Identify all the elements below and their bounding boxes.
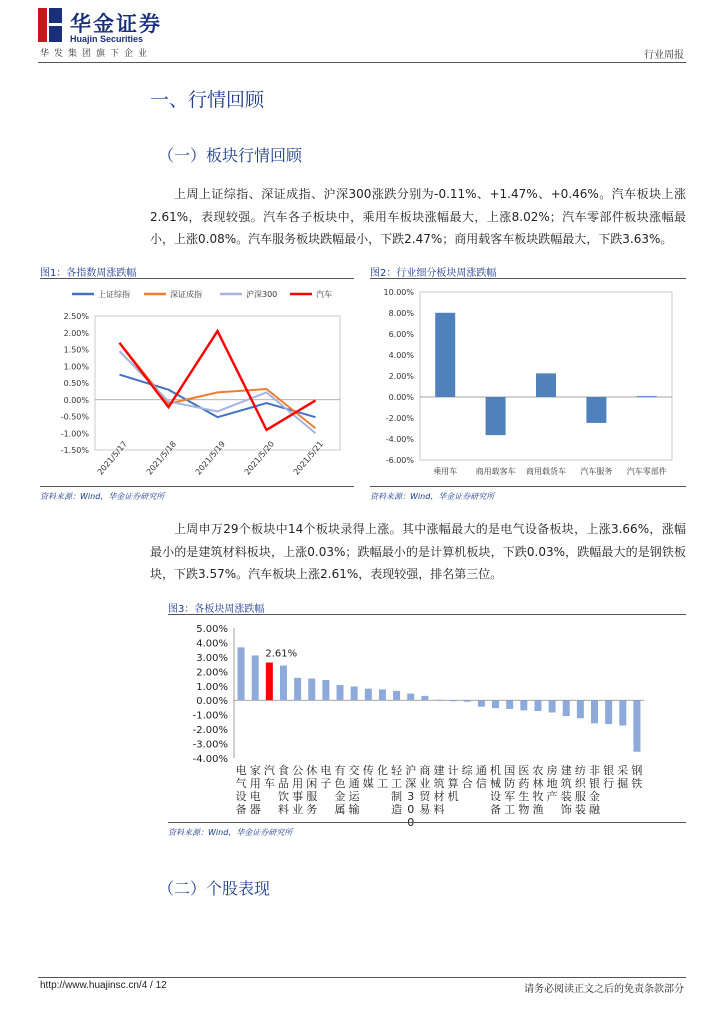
bar: [393, 691, 400, 700]
fig3-top-rule: [168, 614, 686, 615]
fig1-bottom-rule: [40, 486, 354, 487]
y-tick-label: -4.00%: [192, 754, 228, 765]
y-tick-label: 4.00%: [388, 351, 414, 360]
bar: [365, 689, 372, 701]
bar: [577, 700, 584, 718]
bar: [536, 373, 556, 397]
category-label: 房地产: [546, 764, 558, 803]
bar: [308, 679, 315, 701]
category-label: 钢铁: [631, 764, 643, 790]
y-tick-label: -1.00%: [192, 710, 228, 722]
subsection-title-stock-performance: （二）个股表现: [158, 879, 271, 898]
category-label: 有色金属: [334, 764, 346, 816]
category-label: 纺织服装: [574, 764, 586, 816]
category-label: 商用载货车: [526, 467, 566, 476]
y-tick-label: 5.00%: [196, 624, 228, 635]
fig1-top-rule: [40, 278, 354, 279]
legend-label: 深证成指: [170, 290, 202, 299]
highlight-data-label: 2.61%: [265, 648, 298, 660]
bar: [436, 700, 443, 701]
footer-url-link[interactable]: http://www.huajinsc.cn/4 / 12: [40, 980, 167, 991]
bar: [619, 700, 626, 725]
legend-label: 汽车: [316, 290, 332, 299]
bar: [266, 663, 273, 701]
fig3-source: 资料来源：Wind，华金证券研究所: [168, 828, 293, 837]
category-label: 通信: [475, 764, 487, 790]
page-header: [38, 8, 686, 64]
fig2-title: 图2：行业细分板块周涨跌幅: [370, 268, 497, 279]
header-divider: [38, 62, 686, 63]
fig1-title: 图1：各指数周涨跌幅: [40, 268, 137, 279]
bar: [534, 700, 541, 711]
bar: [351, 687, 358, 701]
bar: [478, 700, 485, 707]
category-label: 建筑装饰: [560, 764, 572, 816]
category-label: 医药生物: [518, 764, 530, 816]
x-tick-label: 2021/5/18: [144, 439, 179, 477]
fig2-source: 资料来源：Wind，华金证券研究所: [370, 492, 495, 501]
y-tick-label: -1.00%: [60, 429, 89, 439]
bar: [294, 678, 301, 700]
category-label: 综合: [461, 764, 473, 790]
y-tick-label: -6.00%: [385, 456, 414, 465]
bar: [379, 689, 386, 700]
bar: [407, 694, 414, 701]
bar: [506, 700, 513, 709]
y-tick-label: 6.00%: [388, 330, 414, 339]
category-label: 计算机: [447, 764, 459, 803]
sector-review-paragraph: 上周上证综指、深证成指、沪深300涨跌分别为-0.11%、+1.47%、+0.46%。汽车板块上涨2.61%，表现较强。汽车各子板块中，乘用车板块涨幅最大，上涨8.02%；汽车零部件板块涨幅最小，上涨0.08%。汽车服务板块跌幅最小，下跌2.47%；商用载客车板块跌幅最大，下跌3.63%。: [150, 187, 686, 246]
bar: [238, 647, 245, 700]
fig2-bottom-rule: [370, 486, 686, 487]
y-tick-label: -4.00%: [385, 435, 414, 444]
y-tick-label: -2.00%: [385, 414, 414, 423]
x-tick-label: 2021/5/20: [242, 439, 277, 477]
y-tick-label: 1.50%: [63, 345, 89, 355]
bar: [520, 700, 527, 710]
x-tick-label: 2021/5/19: [193, 439, 228, 477]
y-tick-label: 2.00%: [63, 328, 89, 338]
bar: [549, 700, 556, 712]
series-line: [120, 343, 316, 428]
logo-en-text: Huajin Securities: [70, 34, 144, 44]
report-type: 行业周报: [644, 50, 684, 61]
bar: [322, 680, 329, 700]
y-tick-label: 0.00%: [63, 395, 89, 405]
y-tick-label: -1.50%: [60, 446, 89, 455]
subsector-weekly-change-chart: [370, 282, 686, 484]
y-tick-label: 2.50%: [63, 312, 89, 321]
bar: [633, 700, 640, 752]
sector-ranking-paragraph: 上周申万29个板块中14个板块录得上涨。其中涨幅最大的是电气设备板块，上涨3.66%，涨幅最小的是建筑材料板块，上涨0.03%；跌幅最小的是计算机板块，下跌0.03%，跌幅最大的是钢铁板块，下跌3.57%。汽车板块上涨2.61%，表现较强，排名第三位。: [150, 522, 686, 581]
bar: [435, 313, 455, 397]
bar: [492, 700, 499, 708]
bar: [563, 700, 570, 716]
y-tick-label: 2.00%: [388, 372, 414, 381]
category-label: 机械设备: [490, 764, 502, 816]
bar: [421, 696, 428, 700]
category-label: 食品饮料: [277, 764, 289, 816]
category-label: 传媒: [362, 764, 374, 790]
category-label: 建筑材料: [433, 764, 445, 816]
bar: [252, 655, 259, 700]
bar: [637, 396, 657, 397]
category-label: 轻工制造: [391, 764, 403, 816]
y-tick-label: 2.00%: [196, 667, 228, 679]
bar: [450, 700, 457, 701]
fig2-top-rule: [370, 278, 686, 279]
series-line: [120, 331, 316, 430]
x-tick-label: 2021/5/21: [291, 439, 326, 477]
fig3-bottom-rule: [168, 822, 686, 823]
bar: [586, 397, 606, 423]
category-label: 化工: [376, 764, 388, 790]
category-label: 电气设备: [235, 764, 247, 816]
bar: [486, 397, 506, 435]
category-label: 休闲服务: [306, 764, 318, 816]
y-tick-label: -0.50%: [60, 412, 89, 422]
bar: [605, 700, 612, 724]
legend-label: 上证综指: [98, 290, 130, 299]
y-tick-label: 1.00%: [196, 681, 228, 693]
bar: [464, 700, 471, 701]
huajin-logo-icon: [38, 8, 62, 42]
bar: [591, 700, 598, 723]
y-tick-label: 3.00%: [196, 652, 228, 664]
x-tick-label: 2021/5/17: [95, 439, 130, 477]
category-label: 国防军工: [504, 764, 516, 816]
fig3-title: 图3：各板块周涨跌幅: [168, 604, 265, 615]
category-label: 公用事业: [292, 764, 304, 816]
category-label: 农林牧渔: [532, 764, 544, 816]
index-weekly-change-chart: [40, 282, 354, 484]
bar: [337, 685, 344, 700]
fig1-source: 资料来源：Wind，华金证券研究所: [40, 492, 165, 501]
category-label: 商业贸易: [419, 764, 431, 816]
footer-disclaimer: 请务必阅读正文之后的免责条款部分: [524, 984, 684, 995]
category-label: 电子: [320, 764, 332, 790]
category-label: 非银金融: [589, 764, 601, 816]
y-tick-label: 8.00%: [388, 309, 414, 318]
category-label: 家用电器: [249, 764, 261, 816]
y-tick-label: 1.00%: [63, 362, 89, 372]
category-label: 银行: [603, 764, 615, 790]
y-tick-label: 0.00%: [196, 696, 228, 708]
category-label: 交通运输: [348, 764, 360, 816]
category-label: 商用载客车: [475, 467, 516, 476]
y-tick-label: 4.00%: [196, 638, 228, 650]
bar: [280, 666, 287, 701]
y-tick-label: 0.00%: [388, 393, 414, 402]
subsection-title-sector-review: （一）板块行情回顾: [158, 146, 303, 165]
logo-tagline: 华发集团旗下企业: [40, 49, 153, 59]
section-title-market-review: 一、行情回顾: [150, 89, 265, 111]
logo-cn-text: 华金证券: [70, 12, 162, 36]
category-label: 汽车: [263, 764, 275, 790]
category-label: 沪深 3 0 0: [405, 764, 417, 829]
category-label: 乘用车: [433, 467, 458, 476]
sw-sector-weekly-change-chart: [168, 618, 686, 829]
footer-divider: [38, 977, 686, 978]
plot-frame: [95, 316, 340, 450]
y-tick-label: -3.00%: [192, 739, 228, 751]
y-tick-label: -2.00%: [192, 725, 228, 737]
y-tick-label: 10.00%: [383, 288, 414, 297]
category-label: 采掘: [617, 764, 629, 790]
category-label: 汽车零部件: [626, 467, 667, 476]
y-tick-label: 0.50%: [63, 379, 89, 388]
legend-label: 沪深300: [246, 290, 278, 299]
category-label: 汽车服务: [580, 467, 613, 476]
